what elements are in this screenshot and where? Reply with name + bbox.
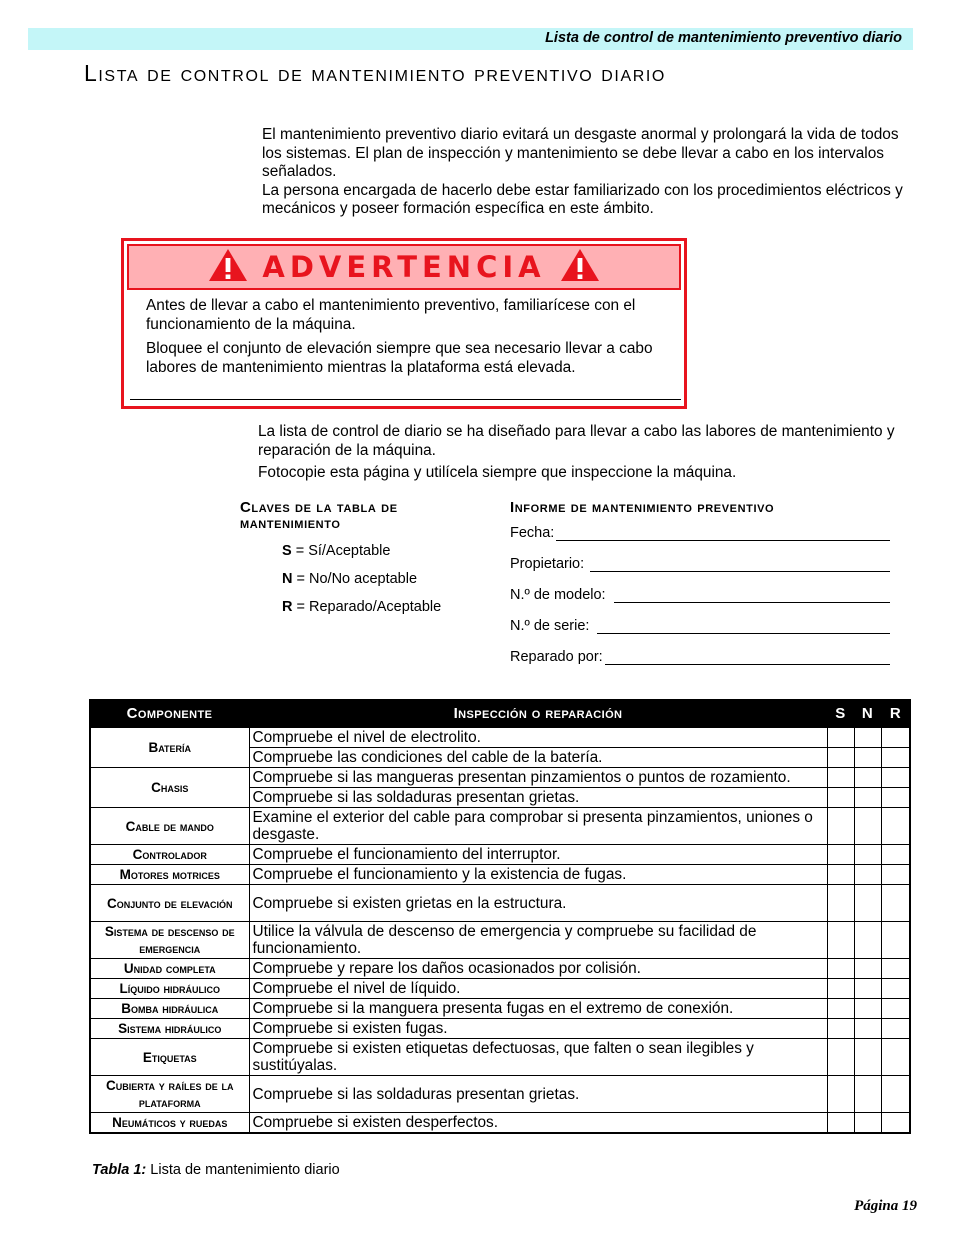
inspection-cell: Compruebe si las soldaduras presentan grietas.	[249, 1076, 827, 1113]
keys-heading: Claves de la tabla de mantenimiento	[240, 499, 398, 532]
warning-divider	[130, 399, 681, 400]
key-item	[282, 570, 500, 598]
check-box-s[interactable]	[827, 959, 854, 979]
table-row	[90, 1019, 910, 1039]
inspection-cell: Compruebe si las soldaduras presentan grietas.	[249, 788, 827, 808]
header-n: N	[854, 700, 881, 727]
check-box-n[interactable]	[854, 865, 881, 885]
check-box-s[interactable]	[827, 727, 854, 748]
inspection-cell: Compruebe el nivel de electrolito.	[249, 727, 827, 748]
description-paragraph: Fotocopie esta página y utilícela siempre que inspeccione la máquina.	[258, 464, 737, 482]
check-box-r[interactable]	[881, 788, 910, 808]
intro-text	[262, 126, 917, 219]
table-body	[90, 727, 910, 1133]
table-row	[90, 979, 910, 999]
keys-list	[240, 542, 500, 626]
fecha-line[interactable]	[556, 525, 890, 541]
check-box-n[interactable]	[854, 999, 881, 1019]
check-box-r[interactable]	[881, 1039, 910, 1076]
warning-title: ADVERTENCIA	[262, 250, 546, 284]
component-cell: Cable de mando	[90, 808, 249, 845]
table-row	[90, 768, 910, 788]
modelo-line[interactable]	[614, 587, 890, 603]
table-row	[90, 922, 910, 959]
table-row	[90, 808, 910, 845]
check-box-r[interactable]	[881, 922, 910, 959]
component-cell: Sistema de descenso de emergencia	[90, 922, 249, 959]
check-box-s[interactable]	[827, 885, 854, 922]
component-cell: Chasis	[90, 768, 249, 808]
check-box-n[interactable]	[854, 1039, 881, 1076]
field-label: N.º de serie:	[510, 618, 590, 634]
warning-box	[121, 238, 687, 409]
maintenance-table	[89, 699, 911, 1134]
report-field	[510, 649, 890, 680]
check-box-s[interactable]	[827, 1113, 854, 1134]
table-row	[90, 1113, 910, 1134]
warning-paragraph: Bloquee el conjunto de elevación siempre que sea necesario llevar a cabo labores de mantenimiento mientras la plataforma está elevada.	[146, 340, 653, 376]
check-box-s[interactable]	[827, 999, 854, 1019]
intro-paragraph: La persona encargada de hacerlo debe estar familiarizado con los procedimientos eléctricos y mecánicos y poseer formación específica en este ámbito.	[262, 181, 903, 218]
component-cell: Sistema hidráulico	[90, 1019, 249, 1039]
check-box-n[interactable]	[854, 808, 881, 845]
report-field	[510, 556, 890, 587]
check-box-s[interactable]	[827, 845, 854, 865]
header-r: R	[881, 700, 910, 727]
check-box-r[interactable]	[881, 748, 910, 768]
report-field	[510, 618, 890, 649]
table-row	[90, 727, 910, 748]
key-code: N	[282, 571, 293, 587]
table-row	[90, 885, 910, 922]
check-box-r[interactable]	[881, 727, 910, 748]
check-box-r[interactable]	[881, 1113, 910, 1134]
field-label: N.º de modelo:	[510, 587, 606, 603]
check-box-s[interactable]	[827, 1019, 854, 1039]
key-text: = Sí/Aceptable	[291, 543, 391, 559]
inspection-cell: Examine el exterior del cable para comprobar si presenta pinzamientos, uniones o desgaste.	[249, 808, 827, 845]
check-box-s[interactable]	[827, 922, 854, 959]
check-box-n[interactable]	[854, 768, 881, 788]
component-cell: Etiquetas	[90, 1039, 249, 1076]
check-box-s[interactable]	[827, 979, 854, 999]
check-box-r[interactable]	[881, 845, 910, 865]
key-text: = No/No aceptable	[292, 571, 418, 587]
component-cell: Cubierta y raíles de la plataforma	[90, 1076, 249, 1113]
check-box-s[interactable]	[827, 808, 854, 845]
check-box-r[interactable]	[881, 808, 910, 845]
check-box-n[interactable]	[854, 1113, 881, 1134]
inspection-cell: Compruebe y repare los daños ocasionados por colisión.	[249, 959, 827, 979]
component-cell: Controlador	[90, 845, 249, 865]
propietario-line[interactable]	[590, 556, 890, 572]
component-cell: Motores motrices	[90, 865, 249, 885]
check-box-s[interactable]	[827, 788, 854, 808]
key-item	[282, 542, 500, 570]
table-row	[90, 845, 910, 865]
inspection-cell: Compruebe el nivel de líquido.	[249, 979, 827, 999]
key-code: R	[282, 599, 293, 615]
check-box-r[interactable]	[881, 865, 910, 885]
report-form	[510, 525, 890, 680]
inspection-cell: Compruebe si existen fugas.	[249, 1019, 827, 1039]
check-box-s[interactable]	[827, 1039, 854, 1076]
warning-header	[127, 244, 681, 290]
table-keys	[240, 500, 500, 626]
check-box-s[interactable]	[827, 768, 854, 788]
header-inspection: Inspección o reparación	[249, 700, 827, 727]
page-number: Página 19	[854, 1198, 917, 1214]
inspection-cell: Compruebe las condiciones del cable de la batería.	[249, 748, 827, 768]
key-text: = Reparado/Aceptable	[292, 599, 442, 615]
table-row	[90, 865, 910, 885]
running-title: Lista de control de mantenimiento preventivo diario	[545, 30, 902, 46]
maintenance-report	[510, 500, 890, 680]
component-cell: Bomba hidráulica	[90, 999, 249, 1019]
check-box-n[interactable]	[854, 1019, 881, 1039]
check-box-n[interactable]	[854, 922, 881, 959]
inspection-cell: Utilice la válvula de descenso de emergencia y compruebe su facilidad de funcionamiento.	[249, 922, 827, 959]
header-s: S	[827, 700, 854, 727]
inspection-cell: Compruebe si existen grietas en la estructura.	[249, 885, 827, 922]
warning-paragraph: Antes de llevar a cabo el mantenimiento preventivo, familiarícese con el funcionamiento de la máquina.	[146, 297, 636, 333]
reparado-line[interactable]	[605, 649, 890, 665]
page-title: Lista de control de mantenimiento preventivo diario	[84, 60, 666, 86]
check-box-r[interactable]	[881, 1019, 910, 1039]
caption-label: Tabla 1:	[92, 1162, 147, 1178]
table-caption	[92, 1162, 340, 1178]
header-component: Componente	[90, 700, 249, 727]
check-box-s[interactable]	[827, 1076, 854, 1113]
inspection-cell: Compruebe si la manguera presenta fugas en el extremo de conexión.	[249, 999, 827, 1019]
field-label: Reparado por:	[510, 649, 603, 665]
table-row	[90, 959, 910, 979]
inspection-cell: Compruebe el funcionamiento y la existencia de fugas.	[249, 865, 827, 885]
serie-line[interactable]	[597, 618, 890, 634]
check-box-n[interactable]	[854, 727, 881, 748]
check-box-r[interactable]	[881, 999, 910, 1019]
field-label: Fecha:	[510, 525, 555, 541]
field-label: Propietario:	[510, 556, 585, 572]
check-box-n[interactable]	[854, 979, 881, 999]
warning-body	[146, 297, 666, 383]
checklist-description	[258, 423, 908, 487]
check-box-r[interactable]	[881, 768, 910, 788]
check-box-n[interactable]	[854, 1076, 881, 1113]
check-box-r[interactable]	[881, 1076, 910, 1113]
check-box-r[interactable]	[881, 959, 910, 979]
table-header-row	[90, 700, 910, 727]
check-box-n[interactable]	[854, 748, 881, 768]
inspection-cell: Compruebe el funcionamiento del interruptor.	[249, 845, 827, 865]
inspection-cell: Compruebe si las mangueras presentan pinzamientos o puntos de rozamiento.	[249, 768, 827, 788]
component-cell: Conjunto de elevación	[90, 885, 249, 922]
report-field	[510, 587, 890, 618]
inspection-cell: Compruebe si existen etiquetas defectuosas, que falten o sean ilegibles y sustitúyalas.	[249, 1039, 827, 1076]
check-box-n[interactable]	[854, 959, 881, 979]
check-box-s[interactable]	[827, 865, 854, 885]
component-cell: Líquido hidráulico	[90, 979, 249, 999]
check-box-n[interactable]	[854, 788, 881, 808]
component-cell: Unidad completa	[90, 959, 249, 979]
description-paragraph: La lista de control de diario se ha diseñado para llevar a cabo las labores de mantenimiento y reparación de la máquina.	[258, 423, 895, 459]
intro-paragraph: El mantenimiento preventivo diario evitará un desgaste anormal y prolongará la vida de todos los sistemas. El plan de inspección y mantenimiento se debe llevar a cabo en los intervalos señalados.	[262, 126, 899, 181]
report-heading: Informe de mantenimiento preventivo	[510, 499, 775, 516]
component-cell: Batería	[90, 727, 249, 768]
inspection-cell: Compruebe si existen desperfectos.	[249, 1113, 827, 1134]
check-box-r[interactable]	[881, 885, 910, 922]
warning-triangle-icon	[560, 248, 600, 287]
component-cell: Neumáticos y ruedas	[90, 1113, 249, 1134]
table-row	[90, 1076, 910, 1113]
check-box-s[interactable]	[827, 748, 854, 768]
key-item	[282, 598, 500, 626]
table-row	[90, 999, 910, 1019]
table-row	[90, 1039, 910, 1076]
check-box-r[interactable]	[881, 979, 910, 999]
check-box-n[interactable]	[854, 885, 881, 922]
check-box-n[interactable]	[854, 845, 881, 865]
caption-text: Lista de mantenimiento diario	[146, 1162, 340, 1178]
warning-triangle-icon	[208, 248, 248, 287]
key-code: S	[282, 543, 292, 559]
report-field	[510, 525, 890, 556]
